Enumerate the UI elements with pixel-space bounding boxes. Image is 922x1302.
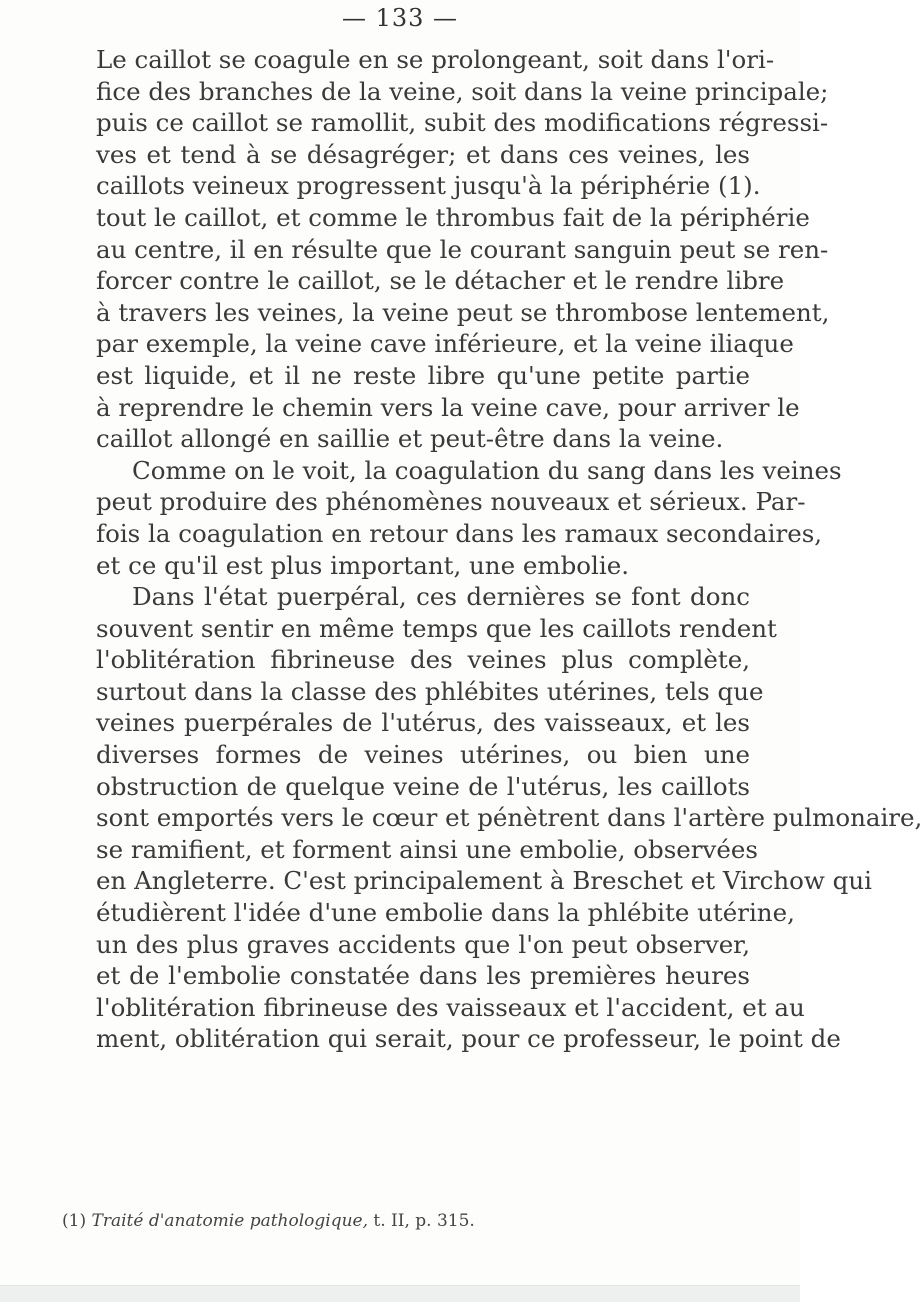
- text-line: un des plus graves accidents que l'on peut observer,: [96, 929, 750, 959]
- text-line: veines puerpérales de l'utérus, des vaisseaux, et les: [96, 708, 750, 738]
- footnote-reference: t. II, p. 315.: [373, 1211, 475, 1231]
- text-line: souvent sentir en même temps que les caillots rendent: [96, 613, 777, 643]
- text-line: caillots veineux progressent jusqu'à la périphérie (1).: [96, 171, 761, 201]
- text-line: ves et tend à se désagréger; et dans ces veines, les: [96, 139, 750, 169]
- text-line: diverses formes de veines utérines, ou bien une: [96, 740, 750, 770]
- text-line: Comme on le voit, la coagulation du sang dans les veines: [132, 455, 842, 485]
- text-line: fice des branches de la veine, soit dans la veine principale;: [96, 76, 829, 106]
- footnote-marker: (1): [62, 1211, 87, 1231]
- text-line: par exemple, la veine cave inférieure, et la veine iliaque: [96, 329, 794, 359]
- page-number: — 133 —: [341, 4, 459, 32]
- text-line: au centre, il en résulte que le courant sanguin peut se ren-: [96, 234, 829, 264]
- text-line: l'oblitération fibrineuse des veines plus complète,: [96, 645, 750, 675]
- text-line: à reprendre le chemin vers la veine cave, pour arriver le: [96, 392, 800, 422]
- text-line: surtout dans la classe des phlébites utérines, tels que: [96, 676, 764, 706]
- text-line: à travers les veines, la veine peut se thrombose lentement,: [96, 297, 830, 327]
- text-line: forcer contre le caillot, se le détacher et le rendre libre: [96, 266, 785, 296]
- paragraph-3: [60, 581, 922, 1055]
- text-line: Le caillot se coagule en se prolongeant, soit dans l'ori-: [96, 45, 775, 74]
- text-line: peut produire des phénomènes nouveaux et sérieux. Par-: [96, 487, 806, 517]
- body-text: [60, 44, 922, 1055]
- text-line: se ramifient, et forment ainsi une embolie, observées: [96, 834, 758, 864]
- paragraph-1: [60, 44, 830, 455]
- text-line: et de l'embolie constatée dans les premières heures: [96, 961, 750, 991]
- text-line: est liquide, et il ne reste libre qu'une petite partie: [96, 360, 750, 390]
- text-line: sont emportés vers le cœur et pénètrent dans l'artère pulmonaire,: [96, 803, 922, 833]
- text-line: obstruction de quelque veine de l'utérus, les caillots: [96, 771, 750, 801]
- text-line: en Angleterre. C'est principalement à Breschet et Virchow qui: [96, 866, 872, 896]
- page-bottom-edge: [0, 1285, 800, 1302]
- text-line: tout le caillot, et comme le thrombus fait de la périphérie: [96, 202, 810, 232]
- footnote: [62, 1211, 475, 1231]
- text-line: puis ce caillot se ramollit, subit des modifications régressi-: [96, 108, 829, 138]
- text-line: Dans l'état puerpéral, ces dernières se font donc: [132, 582, 750, 612]
- text-line: l'oblitération fibrineuse des vaisseaux et l'accident, et au: [96, 992, 805, 1022]
- text-line: ment, oblitération qui serait, pour ce professeur, le point de: [96, 1024, 841, 1054]
- text-line: étudièrent l'idée d'une embolie dans la phlébite utérine,: [96, 898, 795, 928]
- text-line: fois la coagulation en retour dans les ramaux secondaires,: [96, 518, 823, 548]
- footnote-title: Traité d'anatomie pathologique,: [91, 1211, 369, 1231]
- paragraph-2: [60, 455, 842, 581]
- text-line: caillot allongé en saillie et peut-être dans la veine.: [96, 424, 724, 454]
- text-line: et ce qu'il est plus important, une embolie.: [96, 550, 629, 580]
